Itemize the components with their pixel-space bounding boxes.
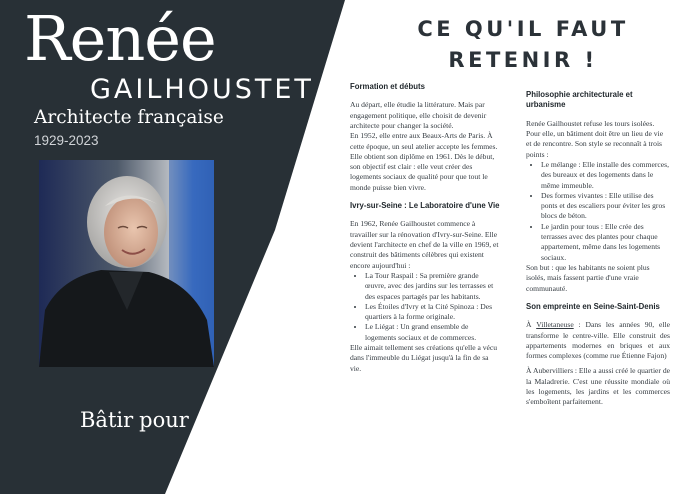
paragraph: Elle obtient son diplôme en 1961. Dès le début, son objectif est clair : elle veut créer des logements sociaux de qualité pour que tout le monde puisse bien vivre.	[350, 151, 495, 192]
main-heading	[368, 14, 678, 76]
paragraph: En 1952, elle entre aux Beaux-Arts de Paris. À cette époque, un seul atelier accepte les femmes.	[350, 131, 498, 151]
first-name: Renée	[24, 2, 216, 75]
tagline-word-1: Bâtir	[80, 408, 134, 432]
tagline	[80, 406, 242, 434]
portrait-photo	[39, 160, 214, 367]
tagline-word-2: pour	[139, 408, 189, 432]
paragraph-villetaneuse	[526, 320, 670, 361]
main-heading-line-2: RETENIR !	[448, 48, 598, 72]
paragraph: Elle aimait tellement ses créations qu'elle a vécu dans l'immeuble du Liégat jusqu'à la fin de sa vie.	[350, 343, 498, 373]
life-years: 1929-2023	[34, 133, 99, 148]
ivry-buildings-list	[350, 271, 500, 343]
text-rest: : Dans les années 90, elle transforme le centre-ville. Elle construit des appartements modernes en briques et aux formes complexes (comme rue Étienne Fajon)	[526, 320, 670, 361]
list-item: • Les Étoiles d'Ivry et la Cité Spinoza : Des quartiers à la forme originale.	[365, 302, 500, 323]
list-item: • Le Liégat : Un grand ensemble de logements sociaux et de commerces.	[365, 322, 500, 343]
section-title-ivry: Ivry-sur-Seine : Le Laboratoire d'une Vie	[350, 201, 500, 211]
section-title-formation: Formation et débuts	[350, 82, 425, 91]
paragraph: Son but : que les habitants ne soient plus isolés, mais fassent partie d'une vraie communauté.	[526, 262, 650, 293]
right-column	[526, 90, 670, 408]
left-column	[350, 82, 500, 374]
paragraph-aubervilliers: À Aubervilliers : Elle a aussi créé le quartier de la Maladrerie. C'est une réussite mondiale où les logements, les jardins et les commerces s'emboîtent parfaitement.	[526, 366, 671, 407]
paragraph: Au départ, elle étudie la littérature. Mais par engagement politique, elle choisit de devenir architecte pour changer la société.	[350, 100, 487, 130]
face	[104, 197, 158, 267]
paragraph: Renée Gailhoustet refuse les tours isolées. Pour elle, un bâtiment doit être un lieu de vie et de rencontre. Son style se reconnaît à trois points :	[526, 118, 664, 159]
subtitle: Architecte française	[34, 107, 224, 128]
section-title-philosophie: Philosophie architecturale et urbanisme	[526, 90, 633, 110]
list-item: • Le mélange : Elle installe des commerces, des bureaux et des logements dans le même immeuble.	[541, 160, 670, 191]
main-heading-line-1: CE QU'IL FAUT	[417, 17, 629, 41]
tagline-word-3: tous	[196, 408, 243, 432]
list-item: • Le jardin pour tous : Elle crée des terrasses avec des plantes pour chaque appartement, même dans les logements sociaux.	[541, 222, 670, 263]
text-prefix: À	[526, 320, 537, 330]
list-item: • La Tour Raspail : Sa première grande œuvre, avec des jardins sur les terrasses et des espaces partagés par les habitants.	[365, 271, 500, 302]
paragraph: En 1962, Renée Gailhoustet commence à travailler sur la rénovation d'Ivry-sur-Seine. Elle devient l'architecte en chef de la ville en 1969, et construit des bâtiments célèbres qui existent encore aujourd'hui :	[350, 219, 499, 270]
section-title-seine-saint-denis: Son empreinte en Seine-Saint-Denis	[526, 301, 660, 311]
last-name: GAILHOUSTET	[90, 74, 314, 105]
list-item: • Des formes vivantes : Elle utilise des ponts et des escaliers pour éviter les gros blocs de béton.	[541, 191, 670, 222]
villetaneuse-link[interactable]: Villetaneuse	[536, 320, 574, 330]
style-points-list	[526, 160, 670, 263]
